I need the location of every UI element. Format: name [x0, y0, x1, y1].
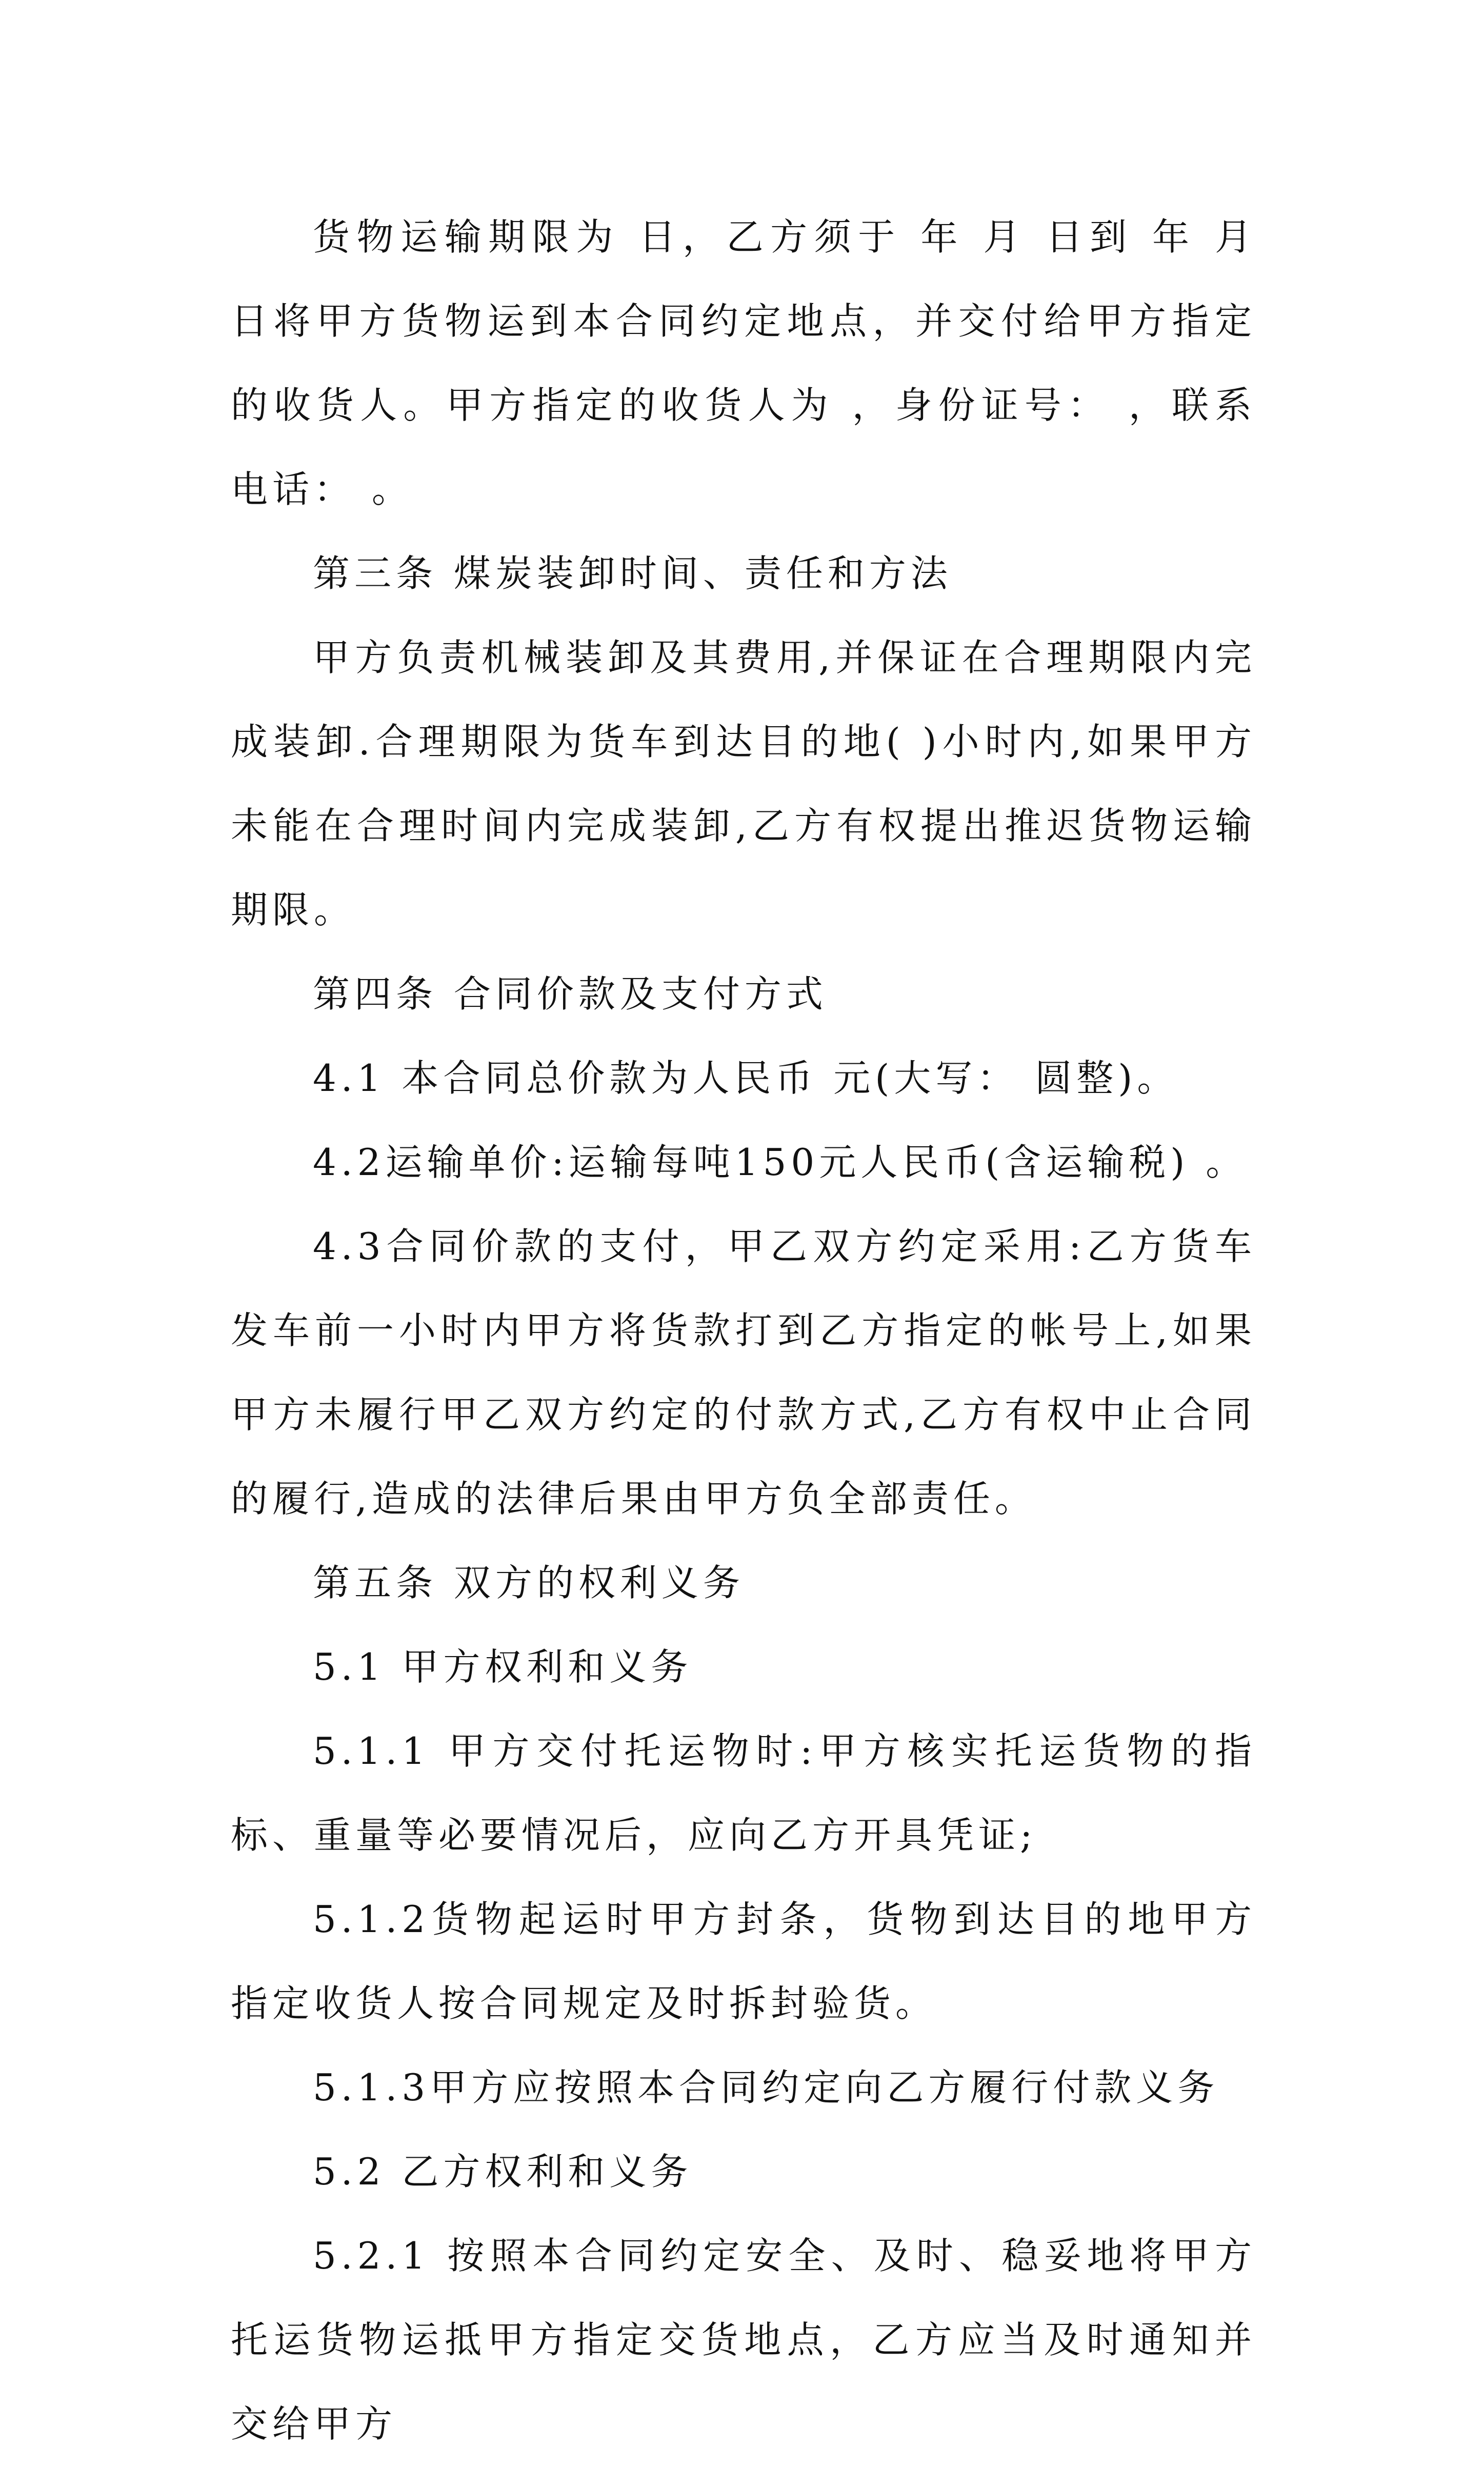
heading-article-4: 第四条 合同价款及支付方式 — [313, 972, 828, 1016]
paragraph-5-1-2: 5.1.2货物起运时甲方封条，货物到达目的地甲方指定收货人按合同规定及时拆封验货。 — [231, 1898, 1256, 2025]
heading-article-3: 第三条 煤炭装卸时间、责任和方法 — [313, 552, 952, 595]
document-body — [231, 195, 1256, 2466]
paragraph-5-1-3: 5.1.3甲方应按照本合同约定向乙方履行付款义务 — [313, 2066, 1219, 2109]
paragraph-5-1: 5.1 甲方权利和义务 — [313, 1645, 693, 1688]
paragraph-5-2: 5.2 乙方权利和义务 — [313, 2150, 693, 2193]
heading-article-5: 第五条 双方的权利义务 — [313, 1561, 745, 1604]
paragraph-delivery-term: 货物运输期限为 日，乙方须于 年 月 日到 年 月 日将甲方货物运到本合同约定地点，并交付给甲方指定的收货人。甲方指定的收货人为 ，身份证号： ，联系电话： 。 — [231, 215, 1256, 511]
paragraph-4-3: 4.3合同价款的支付，甲乙双方约定采用:乙方货车发车前一小时内甲方将货款打到乙方指定的帐号上,如果甲方未履行甲乙双方约定的付款方式,乙方有权中止合同的履行,造成的法律后果由甲方负全部责任。 — [231, 1225, 1256, 1520]
paragraph-4-1: 4.1 本合同总价款为人民币 元(大写： 圆整)。 — [313, 1057, 1179, 1100]
paragraph-4-2: 4.2运输单价:运输每吨150元人民币(含运输税) 。 — [313, 1141, 1248, 1184]
paragraph-5-1-1: 5.1.1 甲方交付托运物时:甲方核实托运货物的指标、重量等必要情况后，应向乙方开具凭证; — [231, 1729, 1256, 1857]
paragraph-loading-terms: 甲方负责机械装卸及其费用,并保证在合理期限内完成装卸.合理期限为货车到达目的地( )小时内,如果甲方未能在合理时间内完成装卸,乙方有权提出推迟货物运输期限。 — [231, 636, 1256, 931]
paragraph-5-2-1: 5.2.1 按照本合同约定安全、及时、稳妥地将甲方托运货物运抵甲方指定交货地点，乙方应当及时通知并交给甲方 — [231, 2234, 1256, 2445]
